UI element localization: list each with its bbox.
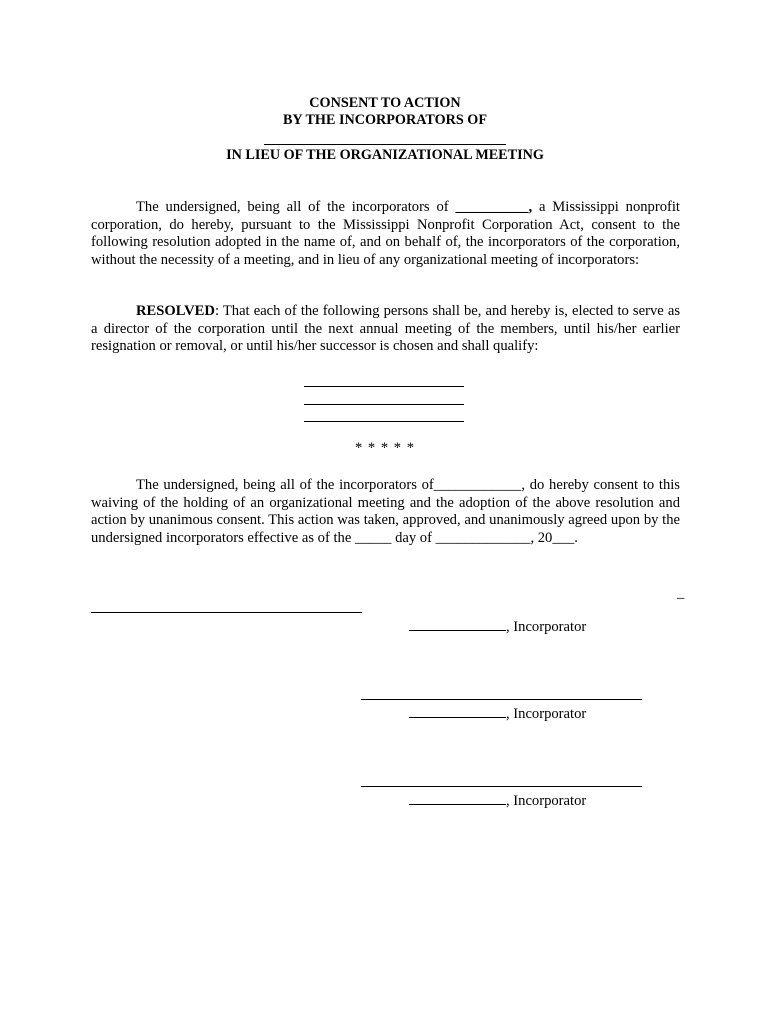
consent-paragraph (91, 199, 680, 269)
signature-line-3 (361, 786, 642, 787)
incorporator-signature-2 (409, 703, 586, 723)
incorporator-signature-1 (409, 616, 586, 636)
stray-mark: _ (677, 585, 685, 601)
heading-line-3: IN LIEU OF THE ORGANIZATIONAL MEETING (226, 147, 544, 163)
waiver-paragraph (91, 477, 680, 547)
signature-line-2 (361, 699, 642, 700)
resolved-text: : That each of the following persons shall be, and hereby is, elected to serve as a director of the corporation until the next annual meeting of the members, until his/her earlier resignation or removal, or until his/her successor is chosen and shall qualify: (91, 303, 680, 355)
incorporator-name-blank-1 (409, 616, 506, 631)
director-line-2 (304, 404, 464, 405)
corporation-name-blank (264, 144, 506, 145)
signature-line-1 (91, 612, 362, 613)
consent-paragraph-start: The undersigned, being all of the incorporators of (136, 199, 456, 215)
consent-paragraph-rest: a Mississippi nonprofit corporation, do hereby, pursuant to the Mississippi Nonprofit Corporation Act, consent to the following resolution adopted in the name of, and on behalf of, the incorporators of the corporation, without the necessity of a meeting, and in lieu of any organizational meeting of incorporators: (91, 199, 680, 268)
director-line-1 (304, 386, 464, 387)
heading-line-1: CONSENT TO ACTION (309, 95, 461, 111)
incorporator-name-blank-3 (409, 790, 506, 805)
incorporator-signature-3 (409, 790, 586, 810)
waiver-paragraph-start: The undersigned, being all of the incorporators of (136, 477, 434, 493)
director-line-3 (304, 421, 464, 422)
incorporator-label-3: , Incorporator (506, 793, 587, 809)
incorporator-name-blank-2 (409, 703, 506, 718)
incorporator-label-1: , Incorporator (506, 619, 587, 635)
heading-line-2: BY THE INCORPORATORS OF (282, 112, 488, 128)
corporation-blank: __________, (455, 199, 533, 215)
resolved-paragraph (91, 303, 680, 356)
waiver-corporation-blank: ____________ (433, 477, 522, 493)
incorporator-label-2: , Incorporator (506, 706, 587, 722)
waiver-paragraph-rest: , do hereby consent to this waiving of the holding of an organizational meeting and the adoption of the above resolution and action by unanimous consent. This action was taken, approved, and unanimously agreed upon by the undersigned incorporators effective as of the _____ day of _____________, 20___. (91, 477, 680, 546)
resolved-label: RESOLVED (136, 303, 215, 319)
section-separator: * * * * * (354, 440, 416, 456)
